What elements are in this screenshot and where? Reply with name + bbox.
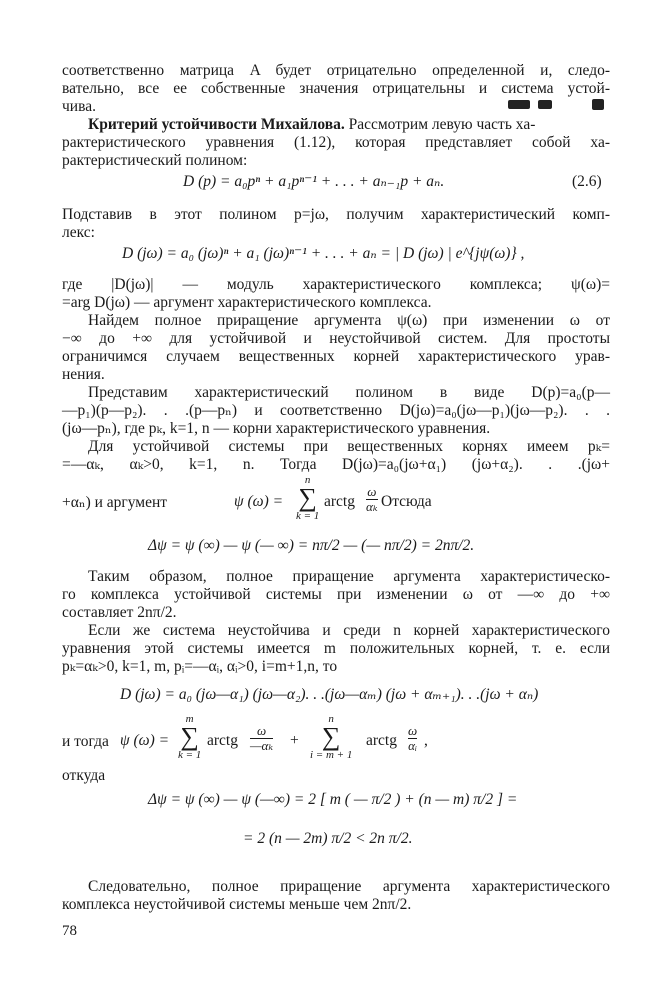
psi-lhs: ψ (ω) = <box>120 732 170 749</box>
text-span: Отсюда <box>381 493 432 510</box>
sum-lower-limit: i = m + 1 <box>310 749 353 761</box>
text-line: Если же система неустойчива и среди n корней характеристического <box>88 622 610 639</box>
text-line: комплекса неустойчивой системы меньше чем 2nπ/2. <box>62 896 412 913</box>
text-line: Следовательно, полное приращение аргумента характеристического <box>88 878 610 895</box>
text-line: (jω—pₙ), где pₖ, k=1, n — корни характеристического уравнения. <box>62 420 491 437</box>
page-number: 78 <box>62 923 77 939</box>
sum-lower-limit: k = 1 <box>296 510 320 522</box>
fraction <box>366 485 378 514</box>
text-line: соответственно матрица A будет отрицательно определенной и, следо- <box>62 62 610 79</box>
text-line: чива. <box>62 98 96 115</box>
print-smudge <box>538 100 552 109</box>
equation-number: (2.6) <box>572 173 602 190</box>
sum-upper-limit: n <box>304 474 311 486</box>
formula-delta-psi-unstable: Δψ = ψ (∞) — ψ (—∞) = 2 [ m ( — π/2 ) + (n — m) π/2 ] = <box>148 791 518 808</box>
formula-delta-psi-result: = 2 (n — 2m) π/2 < 2n π/2. <box>243 830 413 847</box>
sum-lower-limit: k = 1 <box>178 749 202 761</box>
formula-delta-psi-stable: Δψ = ψ (∞) — ψ (— ∞) = nπ/2 — (— nπ/2) = 2nπ/2. <box>148 537 475 554</box>
text-line: рактеристический полином: <box>62 152 248 169</box>
sum-upper-limit: m <box>185 713 194 725</box>
text-line: Таким образом, полное приращение аргумента характеристическо- <box>88 568 610 585</box>
fraction-numerator: ω <box>256 723 267 738</box>
text-line: =arg D(jω) — аргумент характеристического комплекса. <box>62 294 432 311</box>
text-line: го комплекса устойчивой системы при изменении ω от —∞ до +∞ <box>62 586 610 603</box>
text-line: Представим характеристический полином в виде D(p)=a₀(p— <box>88 384 610 401</box>
text-line: =—αₖ, αₖ>0, k=1, n. Тогда D(jω)=a₀(jω+α₁) (jω+α₂). . .(jω+ <box>62 456 610 473</box>
fraction-denominator: αₖ <box>366 499 378 514</box>
sigma-symbol: ∑ <box>321 722 341 751</box>
text-line: уравнения этой системы имеется m положительных корней, т. е. если <box>62 640 610 657</box>
formula-2-6: D (p) = a₀pⁿ + a₁pⁿ⁻¹ + . . . + aₙ₋₁p + aₙ. <box>183 173 445 190</box>
print-smudge <box>508 100 530 109</box>
text-line: лекс: <box>62 224 95 241</box>
text-line: где |D(jω)| — модуль характеристического комплекса; ψ(ω)= <box>62 276 610 293</box>
sigma-symbol: ∑ <box>298 483 317 512</box>
paragraph-start <box>88 116 610 134</box>
fraction <box>250 724 273 753</box>
text-line: Найдем полное приращение аргумента ψ(ω) при изменении ω от <box>88 312 610 329</box>
psi-lhs: ψ (ω) = <box>234 493 284 510</box>
text-line: нения. <box>62 366 105 383</box>
sigma-symbol: ∑ <box>180 722 199 751</box>
sum-sign <box>310 713 352 761</box>
formula-characteristic-complex-unstable: D (jω) = a₀ (jω—α₁) (jω—α₂). . .(jω—αₘ) (jω + αₘ₊₁). . .(jω + αₙ) <box>120 686 539 703</box>
text-line: pₖ=αₖ>0, k=1, m, pᵢ=—αᵢ, αᵢ>0, i=m+1,n, то <box>62 658 338 675</box>
sum-sign <box>178 713 201 761</box>
text-line: −∞ до +∞ для устойчивой и неустойчивой систем. Для простоты <box>62 330 610 347</box>
plus-sign: + <box>290 732 299 749</box>
formula-characteristic-complex: D (jω) = a₀ (jω)ⁿ + a₁ (jω)ⁿ⁻¹ + . . . + aₙ = | D (jω) | e^{jψ(ω)} , <box>122 245 525 262</box>
comma: , <box>424 732 428 749</box>
text-line: составляет 2nπ/2. <box>62 604 177 621</box>
text-line: ограничимся случаем вещественных корней характеристического урав- <box>62 348 610 365</box>
fraction <box>408 724 417 753</box>
text-line: +αₙ) и аргумент <box>62 494 168 511</box>
fraction-numerator: ω <box>408 723 418 738</box>
text-line: вательно, все ее собственные значения отрицательны и система устой- <box>62 80 610 97</box>
arctg: arctg <box>366 732 397 749</box>
text-line: рактеристического уравнения (1.12), которая представляет собой ха- <box>62 134 610 151</box>
print-smudge <box>592 99 604 110</box>
text-span: Рассмотрим левую часть ха- <box>344 116 536 133</box>
text-line: откуда <box>62 767 106 784</box>
fraction-numerator: ω <box>367 484 377 499</box>
arctg: arctg <box>324 493 355 510</box>
fraction-denominator: αᵢ <box>408 738 418 753</box>
arctg: arctg <box>207 732 238 749</box>
sum-upper-limit: n <box>328 713 334 725</box>
sum-sign <box>296 474 319 522</box>
text-line: Для устойчивой системы при вещественных корнях имеем pₖ= <box>88 438 610 455</box>
text-line: —p₁)(p—p₂). . .(p—pₙ) и соответственно D(jω)=a₀(jω—p₁)(jω—p₂). . . <box>62 402 610 419</box>
fraction-denominator: —αₖ <box>250 738 274 753</box>
text-line: и тогда <box>62 733 109 750</box>
section-heading: Критерий устойчивости Михайлова. <box>88 116 345 133</box>
text-line: Подставив в этот полином p=jω, получим характеристический комп- <box>62 206 610 223</box>
